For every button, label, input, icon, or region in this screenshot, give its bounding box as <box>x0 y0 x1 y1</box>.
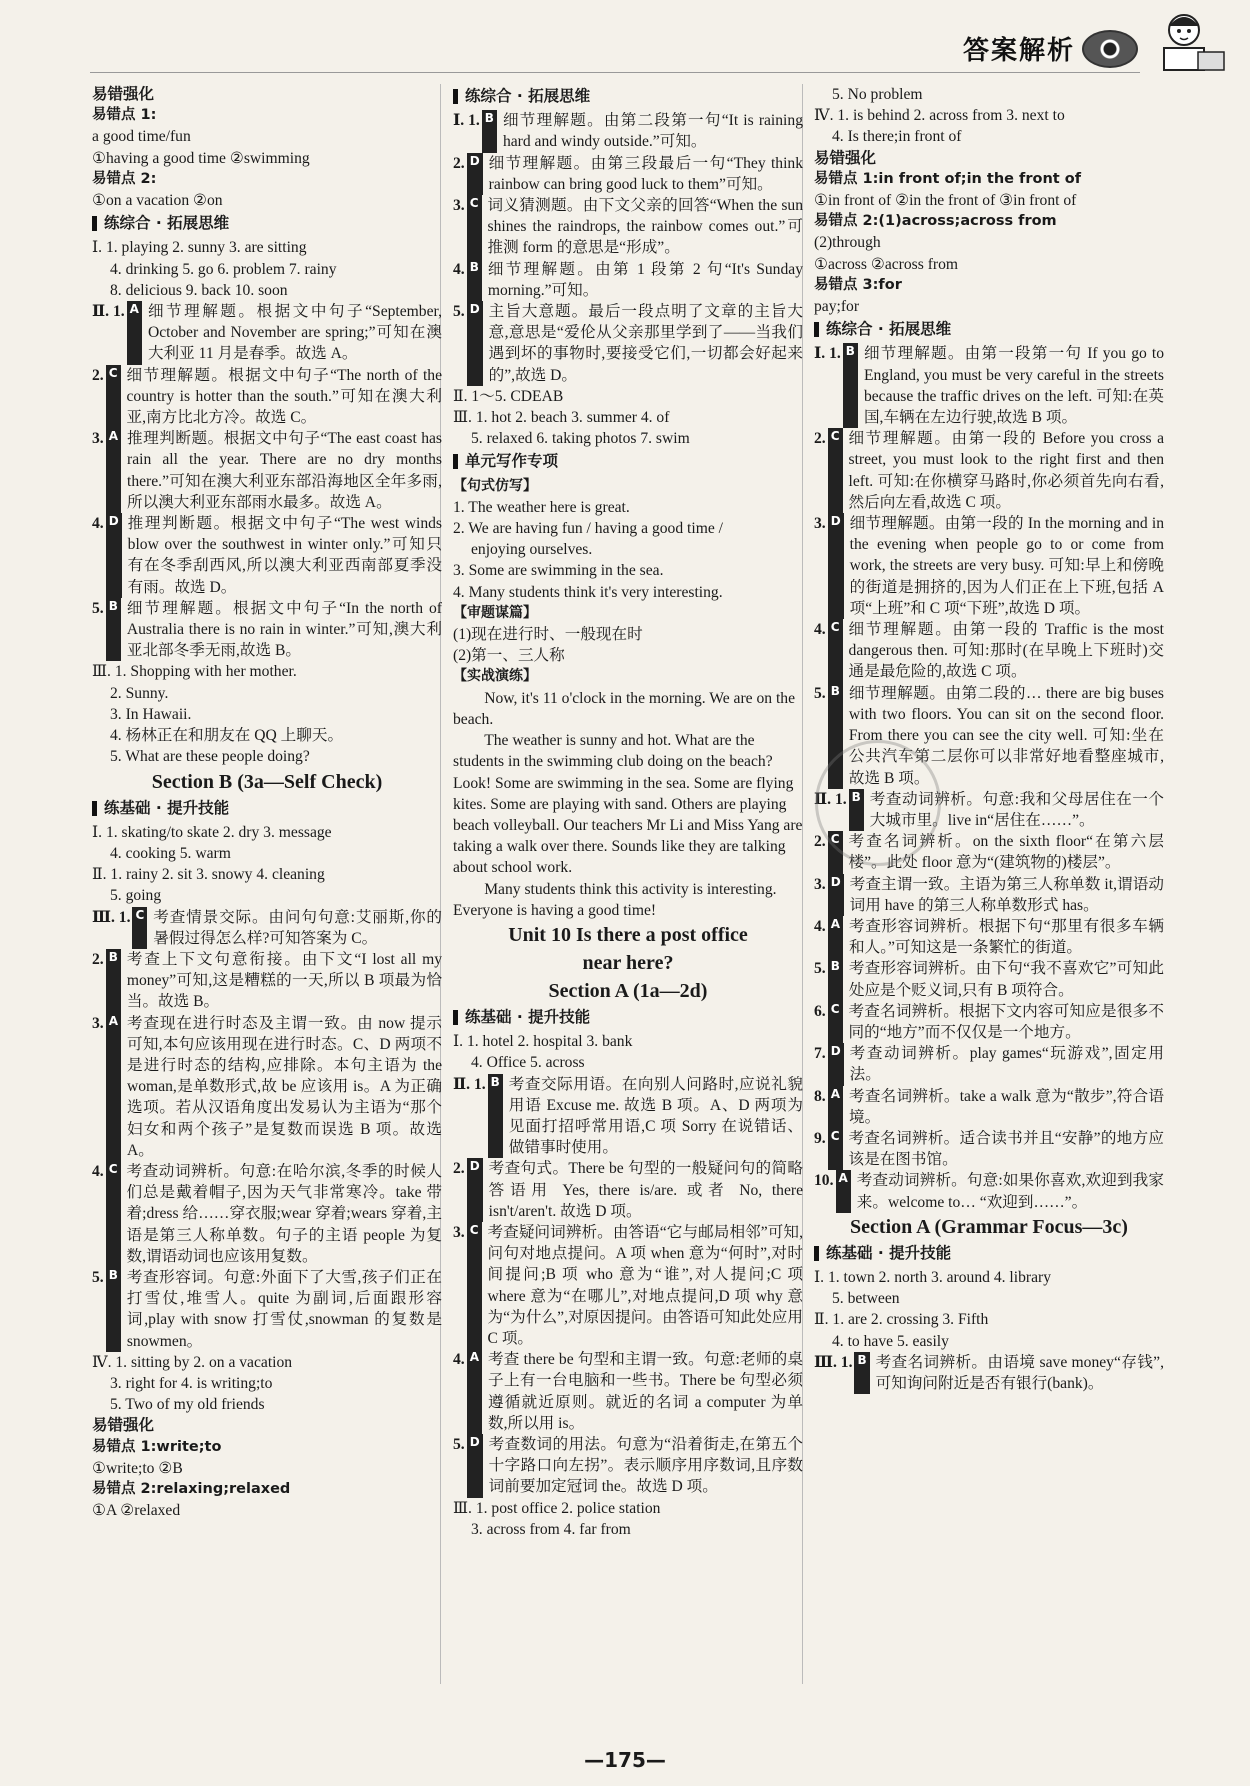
writing-subheading: 【句式仿写】 <box>453 477 537 494</box>
answer-line: 4. drinking 5. go 6. problem 7. rainy <box>110 260 337 278</box>
answer-letter-badge: B <box>849 789 864 831</box>
answer-line: enjoying ourselves. <box>471 541 593 559</box>
answer-item <box>814 1128 1164 1170</box>
answer-line: ①on a vacation ②on <box>92 192 223 210</box>
answer-line: 4. Many students think it's very interesting. <box>453 583 723 601</box>
answer-item <box>453 301 803 386</box>
answer-letter-badge: D <box>467 1158 483 1222</box>
answer-item <box>92 949 442 1013</box>
section-label: 易错强化 <box>814 148 877 167</box>
answer-line: 5. relaxed 6. taking photos 7. swim <box>471 430 690 448</box>
error-point-label: 易错点 2: <box>92 170 157 187</box>
answer-letter-badge: B <box>843 343 858 428</box>
question-number: 3. <box>453 197 465 215</box>
question-number: 5. <box>453 1435 465 1453</box>
answer-explanation: 考查主谓一致。主语为第三人称单数 it,谓语动词用 have 的第三人称单数形式 has。 <box>849 875 1164 914</box>
answer-item <box>92 1161 442 1267</box>
answer-explanation: 细节理解题。根据文中句子“In the north of Australia there is no rain in winter.”可知,澳大利亚北部冬季无雨,故选 B。 <box>126 599 442 660</box>
answer-explanation: 细节理解题。由第一段的 In the morning and in the evening when people go to or come from work, the streets are very busy. 可知:早上和傍晚的街道是拥挤的,因为人们正在上下班,包括 A 项“上班”和 C 项“下班”,故选 D 项。 <box>849 515 1164 617</box>
question-number: 4. <box>453 1351 465 1369</box>
answer-column-3 <box>814 84 1164 1394</box>
answer-letter-badge: C <box>828 428 843 513</box>
answer-letter-badge: D <box>467 1434 483 1498</box>
answer-line: Ⅱ. 1. are 2. crossing 3. Fifth <box>814 1311 989 1329</box>
answer-line: Ⅳ. 1. sitting by 2. on a vacation <box>92 1353 293 1371</box>
header-rule <box>90 72 1140 73</box>
question-number: 3. <box>453 1223 465 1241</box>
answer-explanation: 考查动词辨析。句意:在哈尔滨,冬季的时候人们总是戴着帽子,因为天气非常寒冷。take 带着;dress 给……穿衣服;wear 穿着;wears 穿着,主语是第三人称单数。句子的主语 people 为复数,谓语动词也应该用复数。 <box>126 1162 442 1265</box>
answer-item <box>814 343 1164 428</box>
answer-column-1 <box>92 84 442 1521</box>
answer-letter-badge: A <box>828 1086 843 1128</box>
answer-line: 3. Some are swimming in the sea. <box>453 562 664 580</box>
answer-line: Ⅲ. 1. post office 2. police station <box>453 1499 661 1517</box>
question-number: 2. <box>814 430 826 448</box>
section-heading: 练基础 · 提升技能 <box>453 1007 803 1028</box>
answer-line: 3. In Hawaii. <box>110 705 192 723</box>
answer-item <box>92 1013 442 1161</box>
answer-letter-badge: C <box>467 195 482 259</box>
question-number: Ⅱ. 1. <box>453 1075 486 1093</box>
answer-line: 1. The weather here is great. <box>453 498 630 516</box>
error-point-label: 易错点 1:in front of;in the front of <box>814 170 1082 187</box>
answer-letter-badge: D <box>828 874 844 916</box>
writing-subheading: 【实战演练】 <box>453 668 537 685</box>
answer-letter-badge: D <box>828 1043 844 1085</box>
answer-item <box>814 916 1164 958</box>
answer-line: pay;for <box>814 298 860 316</box>
answer-line: 5. between <box>832 1290 900 1308</box>
answer-letter-badge: D <box>467 301 483 386</box>
answer-letter-badge: B <box>828 683 843 789</box>
answer-line: 5. No problem <box>832 86 923 103</box>
answer-line: (2)through <box>814 234 881 252</box>
answer-item <box>453 195 803 259</box>
answer-explanation: 考查交际用语。在向别人问路时,应说礼貌用语 Excuse me. 故选 B 项。A、D 两项为见面打招呼常用语,C 项 Sorry 在说错话、做错事时使用。 <box>508 1075 803 1157</box>
question-number: 9. <box>814 1129 826 1147</box>
question-number: 3. <box>814 515 826 533</box>
question-number: Ⅱ. 1. <box>814 790 847 808</box>
error-point-label: 易错点 1:write;to <box>92 1438 222 1455</box>
answer-letter-badge: A <box>467 1349 482 1434</box>
question-number: Ⅰ. 1. <box>453 112 480 130</box>
page-header <box>0 0 1250 78</box>
answer-letter-badge: D <box>467 153 483 195</box>
section-heading: 练综合 · 拓展思维 <box>92 213 442 234</box>
section-heading: 练综合 · 拓展思维 <box>814 319 1164 340</box>
essay-paragraph: The weather is sunny and hot. What are the students in the swimming club doing on the beach? Look! Some are swimming in the sea. Some are flying kites. Some are playing with sand. Others are playing beach volleyball. Our teachers Mr Li and Miss Yang are taking a walk over there. Sounds like they are talking about school work. <box>453 732 803 877</box>
answer-explanation: 细节理解题。根据文中句子“September, October and November are spring;”可知在澳大利亚 11 月是春季。故选 A。 <box>147 303 442 363</box>
answer-explanation: 考查动词辨析。句意:如果你喜欢,欢迎到我家来。welcome to… “欢迎到……”。 <box>856 1172 1164 1211</box>
answer-line: a good time/fun <box>92 128 191 146</box>
answer-line: 5. What are these people doing? <box>110 748 310 766</box>
answer-line: ①having a good time ②swimming <box>92 149 310 167</box>
question-number: 3. <box>814 875 826 893</box>
answer-letter-badge: B <box>106 1267 121 1352</box>
question-number: 2. <box>453 1160 465 1178</box>
unit-heading: Section A (1a—2d) <box>548 979 708 1002</box>
question-number: 2. <box>453 154 465 172</box>
answer-explanation: 细节理解题。根据文中句子“The north of the country is hotter than the south.”可知在澳大利亚,南方比北方冷。故选 C。 <box>126 366 442 427</box>
answer-explanation: 考查动词辨析。play games“玩游戏”,固定用法。 <box>849 1045 1164 1084</box>
answer-line: 2. Sunny. <box>110 684 169 702</box>
question-number: 5. <box>814 960 826 978</box>
answer-line: 4. Is there;in front of <box>832 128 962 146</box>
question-number: 5. <box>92 1268 104 1286</box>
error-point-label: 易错点 2:(1)across;across from <box>814 213 1057 230</box>
answer-letter-badge: C <box>828 831 843 873</box>
question-number: Ⅲ. 1. <box>92 908 131 926</box>
cartoon-student-icon <box>1146 8 1228 74</box>
section-heading: 单元写作专项 <box>453 451 803 472</box>
brand-logo-icon <box>1082 30 1138 68</box>
answer-explanation: 细节理解题。由第二段第一句“It is raining hard and windy outside.”可知。 <box>502 112 803 151</box>
answer-explanation: 考查疑问词辨析。由答语“它与邮局相邻”可知,问句对地点提问。A 项 when 意为“何时”,对时间提问;B 项 who 意为“谁”,对人提问;C 项 where 意为“在哪儿”,对地点提问,D 项 why 意为“为什么”,对原因提问。由答语可知此处应用 C 项。 <box>487 1223 803 1347</box>
answer-letter-badge: B <box>854 1352 869 1394</box>
answer-letter-badge: C <box>828 1128 843 1170</box>
answer-explanation: 细节理解题。由第二段的… there are big buses with two floors. You can sit on the second floor. From there you can see the city well. 可知:坐在公共汽车第二层你可以非常好地看整座城市,故选 B 项。 <box>848 684 1164 787</box>
question-number: 6. <box>814 1002 826 1020</box>
answer-column-2 <box>453 84 803 1540</box>
answer-item <box>814 1086 1164 1128</box>
answer-explanation: 考查名词辨析。适合读书并且“安静”的地方应该是在图书馆。 <box>848 1129 1164 1169</box>
question-number: Ⅱ. 1. <box>92 303 125 321</box>
answer-explanation: 考查名词辨析。根据下文内容可知应是很多不同的“地方”而不仅仅是一个地方。 <box>848 1002 1164 1041</box>
answer-letter-badge: B <box>828 958 843 1000</box>
answer-line: Ⅰ. 1. playing 2. sunny 3. are sitting <box>92 239 307 257</box>
answer-item <box>453 110 803 152</box>
answer-explanation: 主旨大意题。最后一段点明了文章的主旨大意,意思是“爱伦从父亲那里学到了——当我们遇到坏的事物时,要接受它们,一切都会好起来的”,故选 D。 <box>488 303 803 384</box>
answer-item <box>453 1074 803 1159</box>
section-heading: 练基础 · 提升技能 <box>814 1243 1164 1264</box>
question-number: 3. <box>92 1014 104 1032</box>
section-heading: 练综合 · 拓展思维 <box>453 86 803 107</box>
answer-line: Ⅲ. 1. Shopping with her mother. <box>92 663 297 681</box>
answer-item <box>814 958 1164 1000</box>
answer-line: 5. Two of my old friends <box>110 1396 265 1414</box>
question-number: Ⅲ. 1. <box>814 1353 853 1371</box>
question-number: 4. <box>92 515 104 533</box>
question-number: 4. <box>92 1162 104 1180</box>
answer-letter-badge: C <box>106 365 121 429</box>
question-number: 4. <box>814 621 826 639</box>
unit-heading: Unit 10 Is there a post office <box>508 923 748 946</box>
question-number: 4. <box>814 917 826 935</box>
answer-line: ①in front of ②in the front of ③in front of <box>814 192 1077 210</box>
answer-line: 4. 杨林正在和朋友在 QQ 上聊天。 <box>110 727 344 745</box>
answer-letter-badge: B <box>467 259 482 301</box>
answer-line: 2. We are having fun / having a good time / <box>453 520 723 538</box>
header-title: 答案解析 <box>962 36 1075 66</box>
answer-item <box>92 907 442 949</box>
answer-explanation: 考查动词辨析。句意:我和父母居住在一个大城市里。live in“居住在……”。 <box>869 790 1164 829</box>
error-point-label: 易错点 1: <box>92 107 157 124</box>
section-label: 易错强化 <box>92 1416 155 1435</box>
answer-item <box>453 1349 803 1434</box>
answer-explanation: 考查名词辨析。take a walk 意为“散步”,符合语境。 <box>849 1087 1164 1126</box>
answer-line: 8. delicious 9. back 10. soon <box>110 281 288 299</box>
answer-line: (2)第一、三人称 <box>453 647 565 665</box>
answer-item <box>92 513 442 598</box>
answer-explanation: 考查情景交际。由问句句意:艾丽斯,你的暑假过得怎么样?可知答案为 C。 <box>153 908 442 947</box>
answer-item <box>92 301 442 365</box>
answer-explanation: 考查句式。There be 句型的一般疑问句的简略答语用 Yes, there is/are. 或者 No, there isn't/aren't. 故选 D 项。 <box>488 1160 803 1220</box>
answer-line: (1)现在进行时、一般现在时 <box>453 626 643 644</box>
answer-item <box>814 874 1164 916</box>
question-number: 2. <box>814 833 826 851</box>
answer-line: ①A ②relaxed <box>92 1502 181 1520</box>
answer-item <box>814 619 1164 683</box>
answer-explanation: 考查上下文句意衔接。由下文“I lost all my money”可知,这是糟糕的一天,所以 B 项最为恰当。故选 B。 <box>126 950 442 1011</box>
answer-line: 5. going <box>110 887 162 905</box>
answer-explanation: 细节理解题。由第一段的 Traffic is the most dangerous then. 可知:那时(在早晚上下班时)交通是最危险的,故选 C 项。 <box>848 621 1164 681</box>
section-heading: 练基础 · 提升技能 <box>92 798 442 819</box>
answer-explanation: 细节理解题。由第一段第一句 If you go to England, you must be very careful in the streets because the traffic drives on the left. 可知:在英国,车辆在左边行驶,故选 B 项。 <box>863 345 1164 427</box>
question-number: 2. <box>92 950 104 968</box>
essay-paragraph: Now, it's 11 o'clock in the morning. We are on the beach. <box>453 689 796 728</box>
unit-heading: Section B (3a—Self Check) <box>151 770 383 793</box>
answer-item <box>814 513 1164 619</box>
answer-explanation: 细节理解题。由第 1 段第 2 句“It's Sunday morning.”可知。 <box>487 260 803 299</box>
answer-letter-badge: C <box>467 1222 482 1349</box>
answer-letter-badge: B <box>106 949 121 1013</box>
answer-line: 3. right for 4. is writing;to <box>110 1374 273 1392</box>
question-number: 10. <box>814 1172 834 1190</box>
answer-line: Ⅰ. 1. skating/to skate 2. dry 3. message <box>92 823 332 841</box>
question-number: 8. <box>814 1087 826 1105</box>
answer-line: 4. cooking 5. warm <box>110 844 231 862</box>
answer-line: Ⅱ. 1. rainy 2. sit 3. snowy 4. cleaning <box>92 866 325 884</box>
answer-letter-badge: C <box>106 1161 121 1267</box>
answer-line: 4. Office 5. across <box>471 1054 585 1072</box>
section-label: 易错强化 <box>92 85 155 103</box>
answer-letter-badge: A <box>106 428 121 513</box>
writing-subheading: 【审题谋篇】 <box>453 604 537 621</box>
answer-letter-badge: C <box>828 619 843 683</box>
answer-item <box>92 428 442 513</box>
error-point-label: 易错点 2:relaxing;relaxed <box>92 1481 291 1497</box>
answer-letter-badge: D <box>106 513 122 598</box>
question-number: 4. <box>453 260 465 278</box>
answer-line: Ⅰ. 1. town 2. north 3. around 4. library <box>814 1268 1051 1286</box>
answer-letter-badge: C <box>828 1001 843 1043</box>
answer-item <box>453 1434 803 1498</box>
unit-heading: Section A (Grammar Focus—3c) <box>850 1215 1128 1238</box>
answer-explanation: 考查数词的用法。句意为“沿着街走,在第五个十字路口向左拐”。表示顺序用序数词,且序数词前要加定冠词 the。故选 D 项。 <box>488 1435 803 1496</box>
answer-letter-badge: D <box>828 513 844 619</box>
question-number: 5. <box>92 599 104 617</box>
answer-explanation: 考查 there be 句型和主谓一致。句意:老师的桌子上有一台电脑和一些书。There be 句型必须遵循就近原则。就近的名词 a computer 为单数,所以用 is。 <box>488 1351 803 1432</box>
homework-stamp-watermark <box>815 740 941 866</box>
answer-item <box>453 1222 803 1349</box>
answer-explanation: 考查形容词辨析。根据下句“那里有很多车辆和人。”可知这是一条繁忙的街道。 <box>849 917 1164 957</box>
answer-line: 3. across from 4. far from <box>471 1520 631 1538</box>
answer-explanation: 细节理解题。由第三段最后一句“They think rainbow can bring good luck to them”可知。 <box>488 154 803 193</box>
answer-item <box>453 153 803 195</box>
answer-letter-badge: B <box>482 110 497 152</box>
answer-line: 4. to have 5. easily <box>832 1332 949 1350</box>
answer-explanation: 考查现在进行时态及主谓一致。由 now 提示可知,本句应该用现在进行时态。C、D 两项不是进行时态的结构,应排除。本句主语为 the woman,是单数形式,故 be 应该用 is。A 为正确选项。若从汉语角度出发易认为主语为“那个妇女和两个孩子”是复数而误选 B 项。故选 A。 <box>127 1014 442 1159</box>
answer-letter-badge: A <box>828 916 843 958</box>
answer-item <box>814 1043 1164 1085</box>
answer-explanation: 推理判断题。根据文中句子“The east coast has rain all the year. There are no dry months there.”可知在澳大利亚东部沿海地区全年多雨,所以澳大利亚东部雨水最多。故选 A。 <box>127 430 442 511</box>
answer-item <box>92 598 442 662</box>
question-number: 5. <box>453 303 465 321</box>
question-number: 7. <box>814 1045 826 1063</box>
answer-line: Ⅰ. 1. hotel 2. hospital 3. bank <box>453 1033 633 1051</box>
answer-item <box>814 428 1164 513</box>
question-number: Ⅰ. 1. <box>814 345 841 363</box>
answer-item <box>92 365 442 429</box>
answer-line: Ⅱ. 1～5. CDEAB <box>453 387 564 405</box>
question-number: 5. <box>814 684 826 702</box>
answer-letter-badge: A <box>836 1170 851 1212</box>
answer-explanation: 考查名词辨析。由语境 save money“存钱”,可知询问附近是否有银行(bank)。 <box>875 1353 1164 1392</box>
answer-explanation: 词义猜测题。由下文父亲的回答“When the sun shines the raindrops, the rainbow comes out.”可推测 form 的意思是“形成”。 <box>487 197 803 257</box>
answer-item <box>814 1352 1164 1394</box>
answer-explanation: 考查名词辨析。on the sixth floor“在第六层楼”。此处 floor 意为“(建筑物的)楼层”。 <box>848 833 1164 872</box>
answer-letter-badge: B <box>488 1074 503 1159</box>
answer-line: ①across ②across from <box>814 255 959 273</box>
answer-letter-badge: C <box>132 907 147 949</box>
answer-item <box>92 1267 442 1352</box>
question-number: 2. <box>92 366 104 384</box>
answer-item <box>453 259 803 301</box>
unit-heading: near here? <box>582 951 674 974</box>
answer-line: Ⅲ. 1. hot 2. beach 3. summer 4. of <box>453 409 670 427</box>
answer-item <box>453 1158 803 1222</box>
answer-letter-badge: A <box>106 1013 121 1161</box>
answer-item <box>814 1001 1164 1043</box>
error-point-label: 易错点 3:for <box>814 276 902 293</box>
answer-line: ①write;to ②B <box>92 1459 183 1477</box>
answer-letter-badge: B <box>106 598 121 662</box>
answer-explanation: 推理判断题。根据文中句子“The west winds blow over the southwest in winter only.”可知只有在冬季刮西风,所以澳大利亚西南部夏季没有雨。故选 D。 <box>127 515 442 596</box>
answer-explanation: 细节理解题。由第一段的 Before you cross a street, you must look to the right first and then left. 可知:在你横穿马路时,你必须首先向右看,然后向左看,故选 C 项。 <box>848 430 1164 511</box>
essay-paragraph: Many students think this activity is interesting. Everyone is having a good time! <box>453 880 777 919</box>
question-number: 3. <box>92 430 104 448</box>
answer-item <box>814 1170 1164 1212</box>
answer-letter-badge: A <box>127 301 142 365</box>
answer-line: Ⅳ. 1. is behind 2. across from 3. next to <box>814 107 1065 125</box>
answer-explanation: 考查形容词。句意:外面下了大雪,孩子们正在打雪仗,堆雪人。quite 为副词,后面跟形容词,play with snow 打雪仗,snowman 的复数是 snowmen。 <box>126 1268 442 1350</box>
page-number: —175— <box>584 1748 666 1772</box>
answer-explanation: 考查形容词辨析。由下句“我不喜欢它”可知此处应是个贬义词,只有 B 项符合。 <box>848 960 1164 999</box>
